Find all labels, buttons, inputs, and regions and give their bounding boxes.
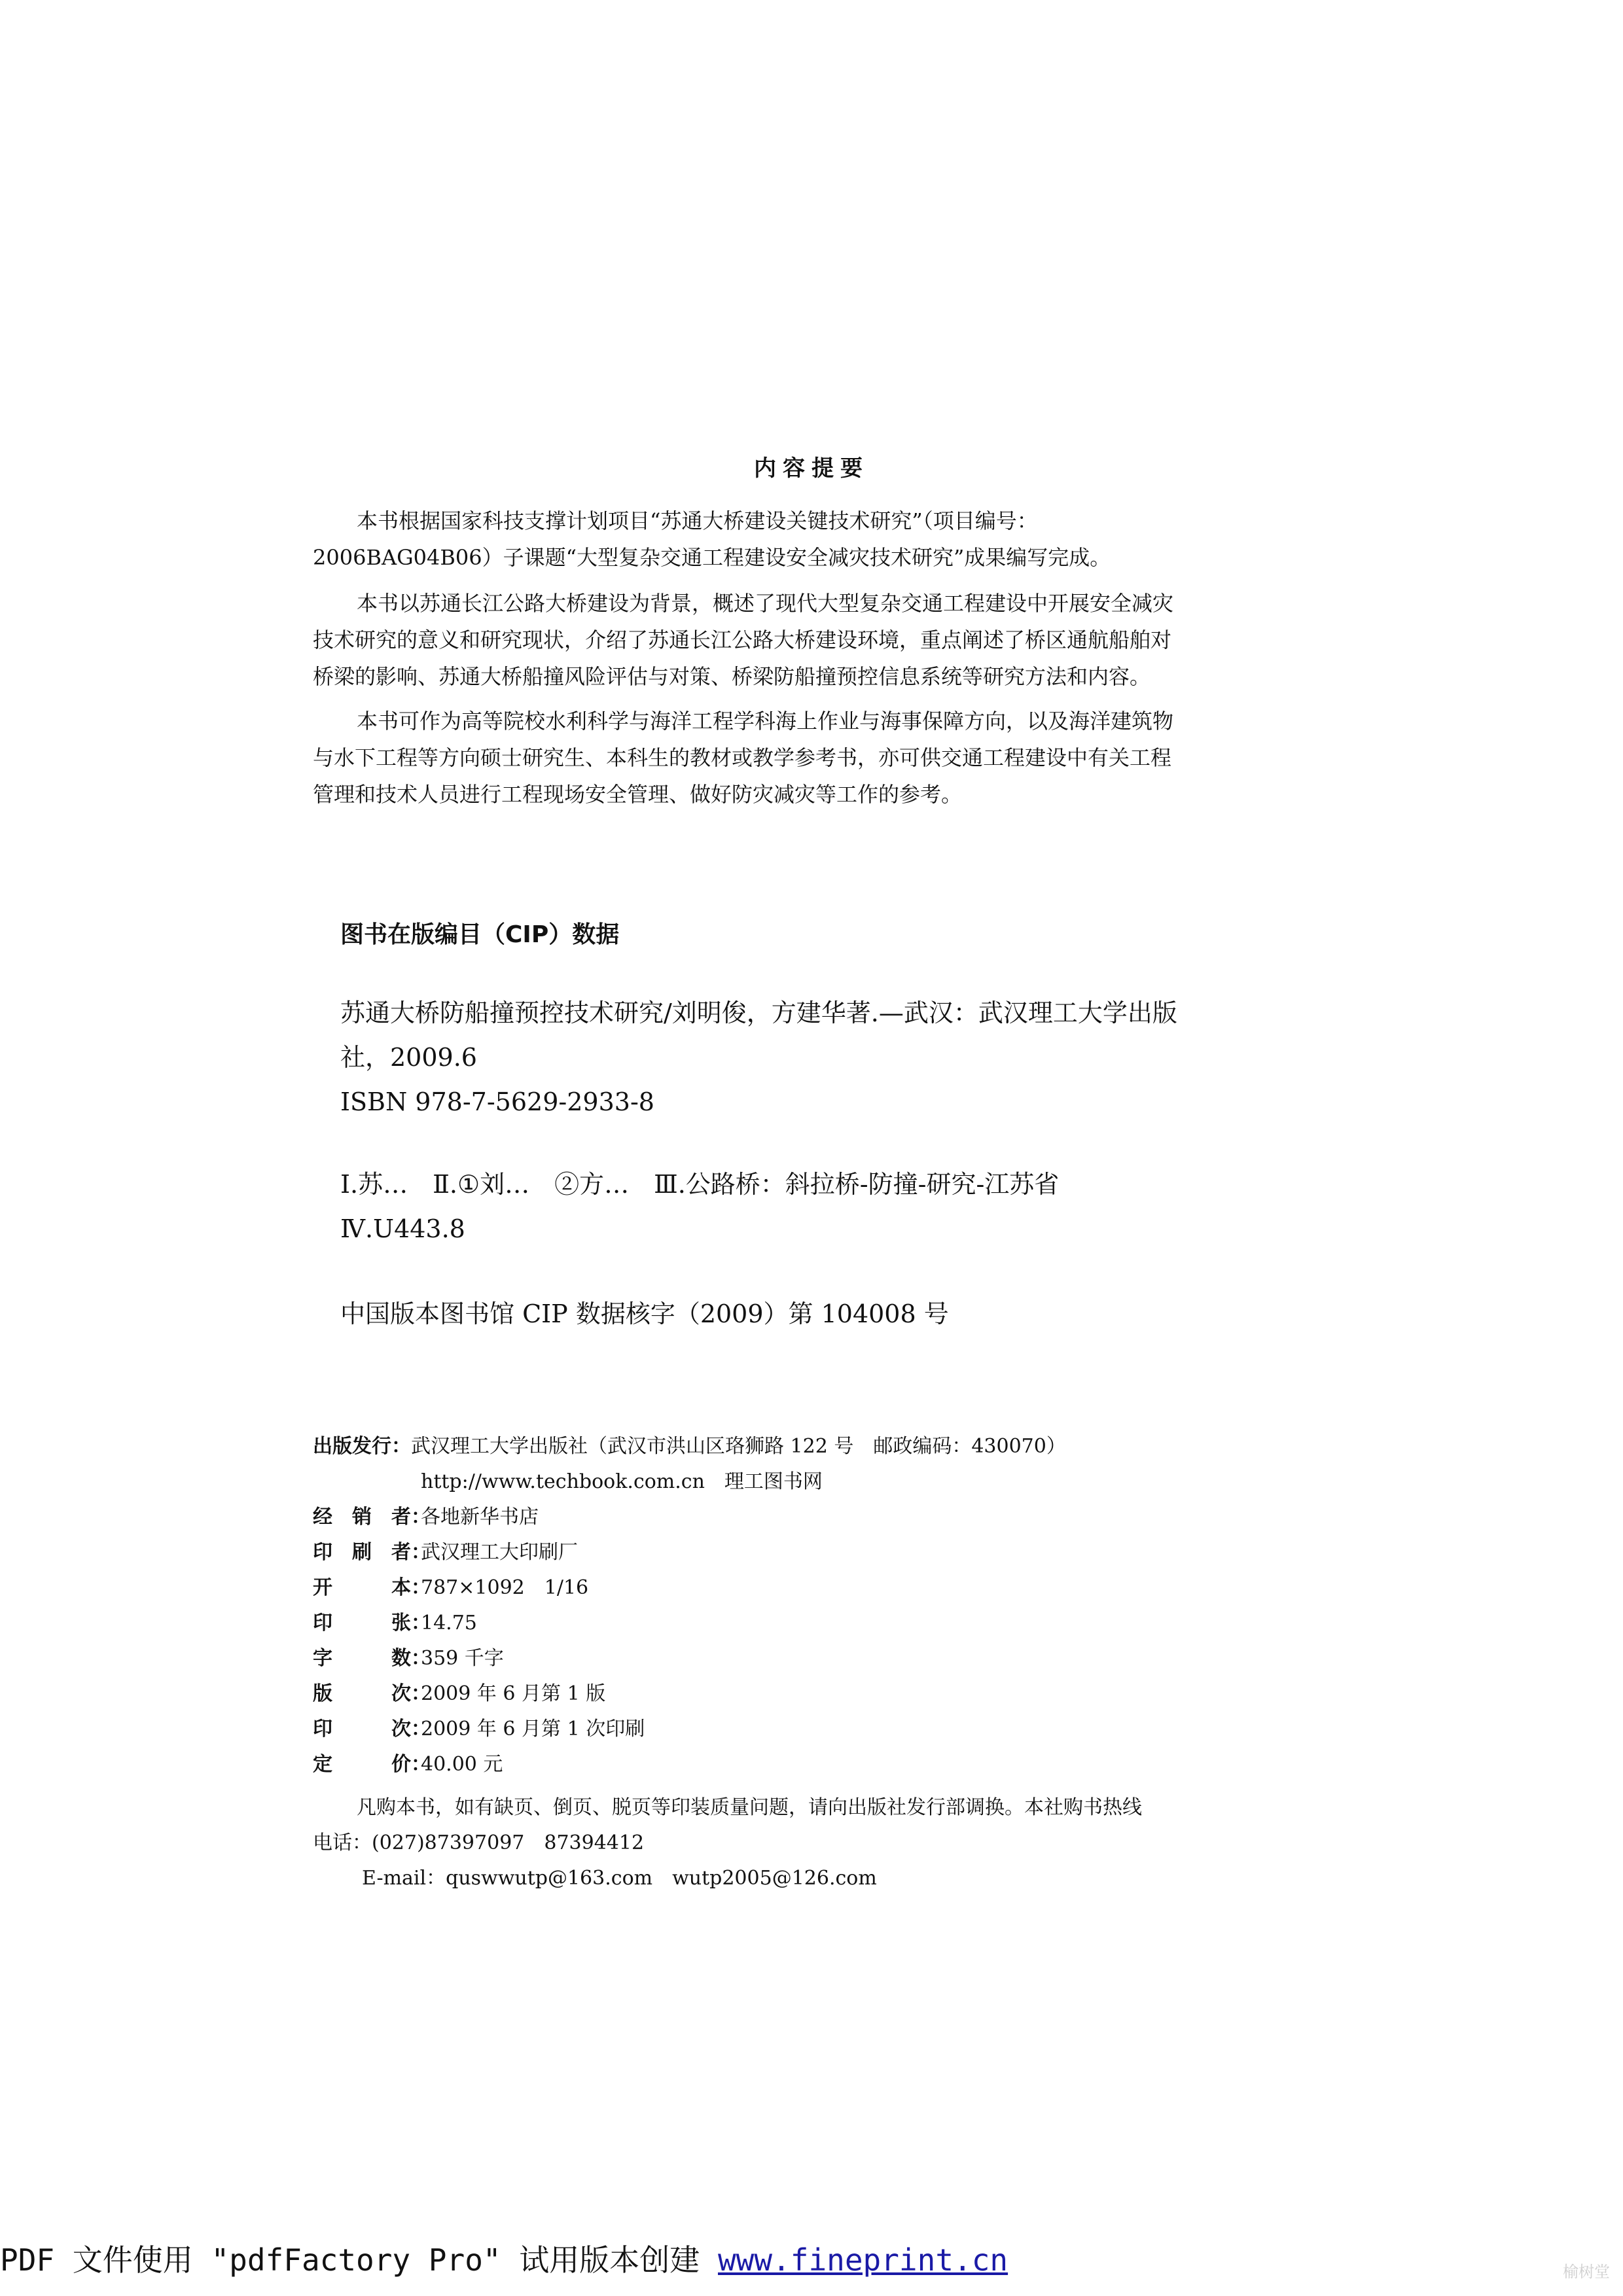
distributor-label: 经 销 者： <box>313 1506 431 1528</box>
sheets-row <box>313 1611 477 1636</box>
printer-value: 武汉理工大印刷厂 <box>421 1541 578 1564</box>
distributor-row <box>313 1505 539 1530</box>
printing-value: 2009 年 6 月第 1 次印刷 <box>421 1718 645 1740</box>
sheets-value: 14.75 <box>421 1612 477 1634</box>
cip-line1: 苏通大桥防船撞预控技术研究/刘明俊，方建华著.—武汉：武汉理工大学出版 <box>340 998 1177 1027</box>
format-row <box>313 1576 588 1600</box>
publisher-value: 武汉理工大学出版社（武汉市洪山区珞狮路 122 号 邮政编码：430070） <box>411 1435 1066 1458</box>
summary-p3-line3: 管理和技术人员进行工程现场安全管理、做好防灾减灾等工作的参考。 <box>313 782 963 807</box>
edition-label: 版 次： <box>313 1682 431 1705</box>
summary-title: 内容提要 <box>754 455 869 482</box>
footer-text <box>0 2236 1008 2280</box>
watermark-logo: 榆树堂 <box>1563 2263 1610 2281</box>
cip-classification-2: Ⅳ.U443.8 <box>340 1214 465 1243</box>
distributor-value: 各地新华书店 <box>421 1506 539 1528</box>
cip-isbn: ISBN 978-7-5629-2933-8 <box>340 1087 654 1116</box>
format-value: 787×1092 1/16 <box>421 1576 589 1599</box>
printing-row <box>313 1717 645 1742</box>
words-label: 字 数： <box>313 1647 431 1670</box>
footer-label: PDF 文件使用 "pdfFactory Pro" 试用版本创建 <box>0 2242 718 2278</box>
website-row: http://www.techbook.com.cn 理工图书网 <box>421 1470 823 1493</box>
words-row <box>313 1646 504 1671</box>
summary-p2-line1: 本书以苏通长江公路大桥建设为背景，概述了现代大型复杂交通工程建设中开展安全减灾 <box>357 591 1174 616</box>
printer-label: 印 刷 者： <box>313 1541 431 1564</box>
cip-classification-1: Ⅰ.苏… Ⅱ.①刘… ②方… Ⅲ.公路桥：斜拉桥-防撞-研究-江苏省 <box>340 1170 1060 1199</box>
summary-p2-line2: 技术研究的意义和研究现状，介绍了苏通长江公路大桥建设环境，重点阐述了桥区通航船舶对 <box>313 627 1172 652</box>
fineprint-link[interactable]: www.fineprint.cn <box>717 2242 1008 2278</box>
publisher-row <box>313 1434 1066 1459</box>
edition-value: 2009 年 6 月第 1 版 <box>421 1682 606 1705</box>
words-value: 359 千字 <box>421 1647 504 1670</box>
publisher-label: 出版发行： <box>313 1435 411 1458</box>
email-line: E-mail：quswwutp@163.com wutp2005@126.com <box>362 1867 877 1890</box>
printer-row <box>313 1540 578 1565</box>
notice-line1: 凡购本书，如有缺页、倒页、脱页等印装质量问题，请向出版社发行部调换。本社购书热线 <box>357 1796 1142 1819</box>
summary-p1-line1: 本书根据国家科技支撑计划项目“苏通大桥建设关键技术研究”（项目编号： <box>357 508 1038 533</box>
cip-heading: 图书在版编目（CIP）数据 <box>340 921 620 948</box>
summary-p2-line3: 桥梁的影响、苏通大桥船撞风险评估与对策、桥梁防船撞预控信息系统等研究方法和内容。 <box>313 664 1151 689</box>
cip-line2: 社，2009.6 <box>340 1043 477 1072</box>
cip-record-number: 中国版本图书馆 CIP 数据核字（2009）第 104008 号 <box>340 1299 949 1328</box>
summary-p3-line2: 与水下工程等方向硕士研究生、本科生的教材或教学参考书，亦可供交通工程建设中有关工程 <box>313 745 1172 770</box>
price-label: 定 价： <box>313 1753 431 1776</box>
format-label: 开 本： <box>313 1576 431 1599</box>
sheets-label: 印 张： <box>313 1612 431 1634</box>
summary-p1-line2: 2006BAG04B06）子课题“大型复杂交通工程建设安全减灾技术研究”成果编写完成。 <box>313 545 1111 570</box>
price-value: 40.00 元 <box>421 1753 503 1776</box>
edition-row <box>313 1682 605 1706</box>
printing-label: 印 次： <box>313 1718 431 1740</box>
price-row <box>313 1752 503 1777</box>
notice-line2: 电话：(027)87397097 87394412 <box>313 1831 645 1854</box>
summary-p3-line1: 本书可作为高等院校水利科学与海洋工程学科海上作业与海事保障方向，以及海洋建筑物 <box>357 709 1174 733</box>
